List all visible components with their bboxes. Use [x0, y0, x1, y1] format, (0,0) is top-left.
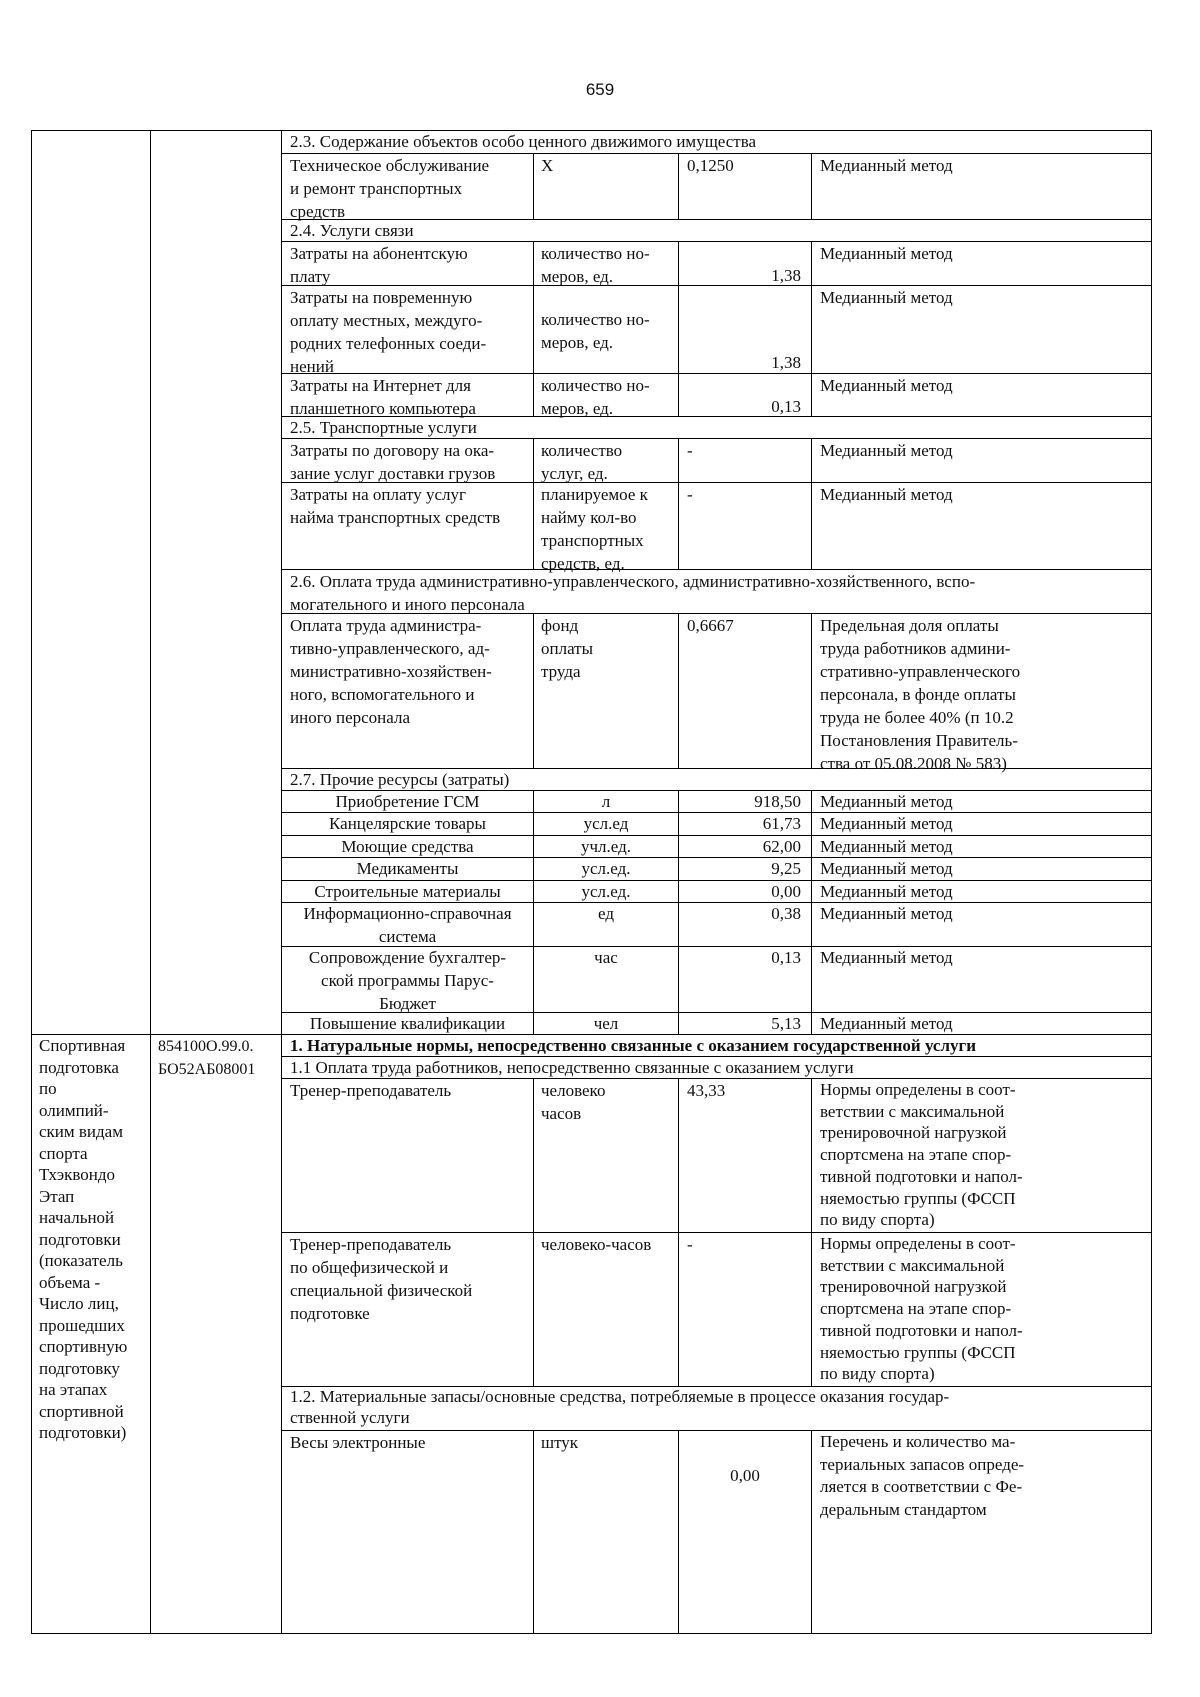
- col-divider: [678, 1430, 679, 1634]
- col-divider: [678, 153, 679, 219]
- cell-method: Нормы определены в соот- ветствии с максимальной тренировочной нагрузкой спортсмена на этапе спор- тивной подготовки и напол- няемостью группы (ФССП по виду спорта): [820, 1080, 1023, 1230]
- cell-value: 9,25: [771, 859, 801, 878]
- cell-value: 1,38: [771, 266, 801, 285]
- cell-unit: количество но- меров, ед.: [541, 244, 650, 286]
- col-divider: [533, 1430, 534, 1634]
- cell-resource-name: Тренер-преподаватель: [290, 1081, 452, 1100]
- cell-unit: чел: [593, 1014, 619, 1033]
- cell-unit: л: [601, 792, 611, 811]
- cell-method: Нормы определены в соот- ветствии с максимальной тренировочной нагрузкой спортсмена на этапе спор- тивной подготовки и напол- няемостью группы (ФССП по виду спорта): [820, 1234, 1023, 1384]
- col-divider: [678, 1078, 679, 1386]
- section-title: 2.4. Услуги связи: [290, 221, 414, 240]
- cell-unit: количество но- меров, ед.: [541, 376, 650, 418]
- cell-unit: усл.ед.: [581, 859, 631, 878]
- section-title-natural-norms: 1. Натуральные нормы, непосредственно связанные с оказанием государственной услуги: [290, 1036, 977, 1055]
- section-title: 1.1 Оплата труда работников, непосредственно связанные с оказанием услуги: [290, 1058, 854, 1077]
- cell-value: 1,38: [771, 353, 801, 372]
- cell-method: Медианный метод: [820, 792, 953, 811]
- cell-unit: планируемое к найму кол-во транспортных средств, ед.: [541, 485, 648, 573]
- cell-resource-name: Оплата труда администра- тивно-управленческого, ад- министративно-хозяйствен- ного, вспомогательного и иного персонала: [290, 616, 492, 727]
- cell-value: 0,13: [771, 948, 801, 967]
- section-title: 2.6. Оплата труда административно-управленческого, административно-хозяйственного, вспо- могательного и иного персонала: [290, 572, 976, 614]
- cell-resource-name: Затраты на повременную оплату местных, междуго- родних телефонных соеди- нений: [290, 288, 487, 376]
- cell-resource-name: Тренер-преподаватель по общефизической и специальной физической подготовке: [290, 1235, 473, 1323]
- cell-resource-name: Строительные материалы: [314, 882, 501, 901]
- cell-method: Перечень и количество ма- териальных запасов опреде- ляется в соответствии с Фе- деральным стандартом: [820, 1432, 1025, 1519]
- cell-resource-name: Техническое обслуживание и ремонт транспортных средств: [290, 156, 490, 221]
- cell-method: Медианный метод: [820, 859, 953, 878]
- col-divider: [678, 613, 679, 768]
- cell-method: Медианный метод: [820, 882, 953, 901]
- cell-unit: человеко-часов: [541, 1235, 652, 1254]
- cell-unit: усл.ед: [583, 814, 629, 833]
- cell-unit: ед: [598, 904, 614, 923]
- col-divider: [811, 1430, 812, 1634]
- cell-unit: количество но- меров, ед.: [541, 310, 650, 352]
- cell-value: 0,00: [771, 882, 801, 901]
- cell-resource-name: Затраты на оплату услуг найма транспортных средств: [290, 485, 501, 527]
- cell-unit: количество услуг, ед.: [541, 441, 623, 483]
- col-divider: [811, 790, 812, 1034]
- cell-method: Медианный метод: [820, 948, 953, 967]
- cell-resource-name: Моющие средства: [341, 837, 474, 856]
- cell-unit: фонд оплаты труда: [541, 616, 594, 681]
- cell-method: Медианный метод: [820, 376, 953, 395]
- service-code: 854100О.99.0. БО52АБ08001: [158, 1038, 256, 1078]
- cell-resource-name: Повышение квалификации: [309, 1014, 506, 1033]
- col-divider: [811, 613, 812, 768]
- col-divider: [811, 153, 812, 219]
- cell-value: 0,00: [730, 1466, 760, 1485]
- cell-resource-name: Информационно-справочная система: [303, 904, 512, 946]
- cell-unit: час: [594, 948, 618, 967]
- cell-unit: усл.ед.: [581, 882, 631, 901]
- cell-value: 0,6667: [687, 616, 734, 635]
- cell-method: Медианный метод: [820, 441, 953, 460]
- cell-resource-name: Медикаменты: [356, 859, 459, 878]
- cell-unit: человеко часов: [541, 1081, 606, 1123]
- cell-method: Медианный метод: [820, 1014, 953, 1033]
- cell-value: 62,00: [762, 837, 801, 856]
- section-title: 2.3. Содержание объектов особо ценного движимого имущества: [290, 132, 757, 151]
- cell-method: Предельная доля оплаты труда работников админи- стративно-управленческого персонала, в фонде оплаты труда не более 40% (п 10.2 Постановления Правитель- ства от 05.08.2008 № 583): [820, 616, 1021, 773]
- table-border-bottom: [31, 1633, 1152, 1634]
- cell-resource-name: Канцелярские товары: [329, 814, 486, 833]
- service-name: Спортивная подготовка по олимпий- ским видам спорта Тхэквондо Этап начальной подготовки (показатель объема - Число лиц, прошедших спортивную подготовку на этапах спортивной подготовки): [39, 1036, 128, 1442]
- cell-unit: учл.ед.: [580, 837, 631, 856]
- cell-resource-name: Приобретение ГСМ: [335, 792, 480, 811]
- cell-value: -: [687, 1235, 693, 1254]
- cell-method: Медианный метод: [820, 485, 953, 504]
- cell-method: Медианный метод: [820, 904, 953, 923]
- resource-norms-table: [31, 130, 1152, 1634]
- cell-value: -: [687, 485, 693, 504]
- cell-method: Медианный метод: [820, 288, 953, 307]
- col-divider: [678, 438, 679, 569]
- col-divider: [678, 241, 679, 417]
- col-divider-service: [150, 130, 151, 1634]
- cell-resource-name: Весы электронные: [290, 1433, 426, 1452]
- col-divider: [533, 613, 534, 768]
- col-divider: [678, 790, 679, 1034]
- cell-method: Медианный метод: [820, 837, 953, 856]
- cell-value: 0,1250: [687, 156, 734, 175]
- section-title: 1.2. Материальные запасы/основные средства, потребляемые в процессе оказания государ- ственной услуги: [290, 1387, 950, 1427]
- cell-method: Медианный метод: [820, 814, 953, 833]
- col-divider: [533, 438, 534, 569]
- section-title: 2.7. Прочие ресурсы (затраты): [290, 770, 510, 789]
- cell-value: 0,38: [771, 904, 801, 923]
- col-divider: [533, 241, 534, 417]
- cell-unit: штук: [541, 1433, 579, 1452]
- col-divider: [811, 241, 812, 417]
- cell-unit: X: [541, 156, 554, 175]
- col-divider: [533, 1078, 534, 1386]
- section-title: 2.5. Транспортные услуги: [290, 418, 477, 437]
- cell-resource-name: Сопровождение бухгалтер- ской программы Парус- Бюджет: [308, 948, 507, 1013]
- page-number: 659: [585, 80, 615, 99]
- cell-method: Медианный метод: [820, 156, 953, 175]
- col-divider: [811, 1078, 812, 1386]
- cell-value: -: [687, 441, 693, 460]
- cell-resource-name: Затраты по договору на ока- зание услуг доставки грузов: [290, 441, 496, 483]
- cell-value: 918,50: [754, 792, 801, 811]
- table-border-left: [31, 130, 32, 1634]
- cell-value: 43,33: [687, 1081, 726, 1100]
- cell-value: 61,73: [762, 814, 801, 833]
- col-divider: [533, 153, 534, 219]
- cell-value: 0,13: [771, 397, 801, 416]
- cell-value: 5,13: [771, 1014, 801, 1033]
- cell-resource-name: Затраты на Интернет для планшетного компьютера: [290, 376, 476, 418]
- cell-resource-name: Затраты на абонентскую плату: [290, 244, 468, 286]
- table-border-right: [1151, 130, 1152, 1634]
- col-divider: [811, 438, 812, 569]
- cell-method: Медианный метод: [820, 244, 953, 263]
